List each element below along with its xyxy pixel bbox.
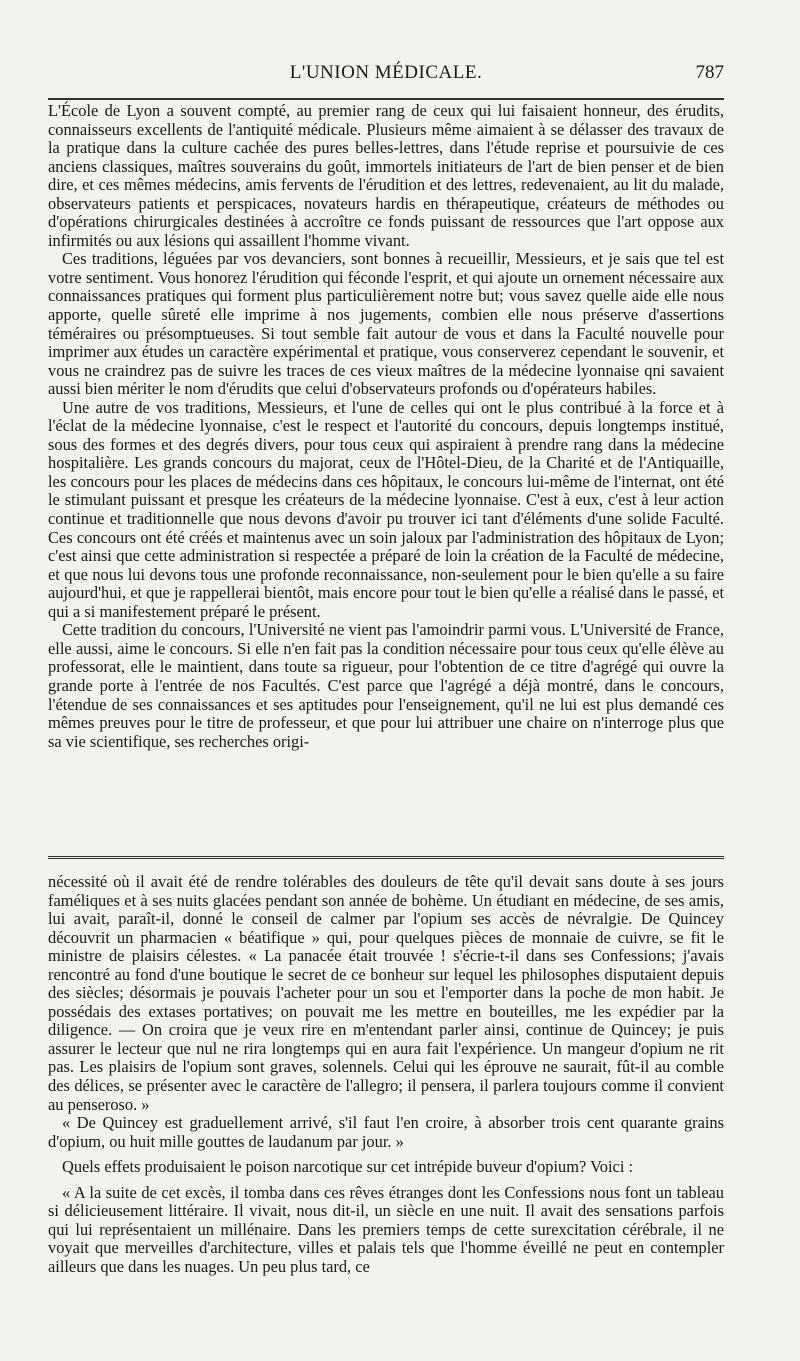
article-paragraph: Une autre de vos traditions, Messieurs, et l'une de celles qui ont le plus contribué à la force et à l'éclat de la médecine lyonnaise, c'est le respect et l'autorité du concours, depuis longtemps institué, sous des formes et des degrés divers, pour tous ceux qui aspiraient à prendre rang dans la médecine hospitalière. Les grands concours du majorat, ceux de l'Hôtel-Dieu, de la Charité et de l'Antiquaille, les concours pour les places de médecins dans ces hôpitaux, le concours lui-même de l'internat, ont été le stimulant puissant et presque les créateurs de la médecine lyonnaise. C'est à eux, c'est à leur action continue et traditionnelle que nous devons d'avoir pu trouver ici tant d'éléments d'une solide Faculté. Ces concours ont été créés et maintenus avec un soin jaloux par l'administration des hôpitaux de Lyon; c'est ainsi que cette administration si respectée a préparé de loin la création de la Faculté de médecine, et que nous lui devons tous une profonde reconnaissance, non-seulement pour le bien qu'elle a su faire aujourd'hui, et que je rappellerai bientôt, mais encore pour tout le bien qu'elle a réalisé dans le passé, et qui a si manifestement préparé le présent. (48, 397, 724, 621)
feuilleton-paragraph: « A la suite de cet excès, il tomba dans ces rêves étranges dont les Confessions nous font un tableau si délicieusement littéraire. Il vivait, nous dit-il, un siècle en une nuit. Il avait des sensations parfois qui lui représentaient un millénaire. Dans les premiers temps de cette surexcitation cérébrale, il ne voyait que merveilles d'architecture, villes et palais tels que l'homme éveillé ne peut en contempler ailleurs que dans les nuages. Un peu plus tard, ce (48, 1182, 724, 1276)
feuilleton-separator (48, 856, 724, 859)
article-paragraph: Ces traditions, léguées par vos devanciers, sont bonnes à recueillir, Messieurs, et je sais que tel est votre sentiment. Vous honorez l'érudition qui féconde l'esprit, et qui ajoute un ornement nécessaire aux connaissances pratiques qui forment plus particulièrement notre but; vous savez quelle aide elle nous apporte, quelle sûreté elle imprime à nos jugements, combien elle nous préserve d'assertions téméraires ou présomptueuses. Si tout semble fait autour de vous et dans la Faculté nouvelle pour imprimer aux études un caractère expérimental et pratique, vous conserverez cependant le souvenir, et vous ne craindrez pas de suivre les traces de ces vieux maîtres de la médecine lyonnaise qni savaient aussi bien mériter le nom d'érudits que celui d'observateurs profonds ou d'opérateurs habiles. (48, 249, 724, 399)
article-paragraph: L'École de Lyon a souvent compté, au premier rang de ceux qui lui faisaient honneur, des érudits, connaisseurs excellents de l'antiquité médicale. Plusieurs même aimaient à se délasser des travaux de la pratique dans la culture cachée des pures belles-lettres, dans l'étude reprise et poursuivie de ces anciens classiques, maîtres souverains du goût, immortels initiateurs de l'art de bien penser et de bien dire, et ces mêmes médecins, amis fervents de l'érudition et des lettres, redevenaient, au lit du malade, observateurs patients et perspicaces, novateurs hardis en thérapeutique, créateurs de méthodes ou d'opérations chirurgicales destinées à accroître ce fonds puissant de ressources que l'art oppose aux infirmités ou aux lésions qui assaillent l'homme vivant. (48, 101, 724, 250)
header-rule (48, 98, 724, 100)
running-title: L'UNION MÉDICALE. (289, 62, 483, 83)
page-header (48, 62, 724, 90)
article-paragraph: Cette tradition du concours, l'Université ne vient pas l'amoindrir parmi vous. L'Université de France, elle aussi, aime le concours. Si elle n'en fait pas la condition nécessaire pour tous ceux qu'elle élève au professorat, elle le maintient, dans toute sa rigueur, pour l'obtention de ce titre d'agrégé qui ouvre la grande porte à l'entrée de nos Facultés. C'est parce que l'agrégé a déjà montré, dans le concours, l'étendue de ses connaissances et ses aptitudes pour l'enseignement, qu'il ne lui est plus demandé ces mêmes preuves pour le titre de professeur, et que pour lui attribuer une chaire on n'interroge plus que sa vie scientifique, ses recherches origi- (48, 620, 724, 751)
feuilleton-section (48, 873, 724, 1276)
main-article (48, 102, 724, 751)
page-number: 787 (695, 62, 724, 83)
feuilleton-paragraph: Quels effets produisaient le poison narcotique sur cet intrépide buveur d'opium? Voici : (62, 1157, 634, 1177)
feuilleton-paragraph: nécessité où il avait été de rendre tolérables des douleurs de tête qu'il devait sans doute à ses jours faméliques et à ses nuits glacées pendant son année de bohème. Un étudiant en médecine, de ses amis, lui avait, paraît-il, donné le conseil de calmer par l'opium ses accès de névralgie. De Quincey découvrit un pharmacien « béatifique » qui, pour quelques pièces de monnaie de cuivre, se fit le ministre de plaisirs célestes. « La panacée était trouvée ! s'écrie-t-il dans ses Confessions; j'avais rencontré au fond d'une boutique le secret de ce bonheur sur lequel les philosophes disputaient depuis des siècles; désormais je pouvais l'acheter pour un sou et l'emporter dans la poche de mon habit. Je possédais des extases portatives; on pouvait me les mettre en bouteilles, me les expédier par la diligence. — On croira que je veux rire en m'entendant parler ainsi, continue de Quincey; je puis assurer le lecteur que nul ne rira longtemps qui en aura fait l'expérience. Un mangeur d'opium ne rit pas. Les plaisirs de l'opium sont graves, solennels. Celui qui les éprouve ne saurait, fût-il au comble des délices, se présenter avec le caractère de l'allegro; il pensera, il parlera toujours comme il convient au penseroso. » (48, 872, 724, 1114)
feuilleton-paragraph: « De Quincey est graduellement arrivé, s'il faut l'en croire, à absorber trois cent quarante grains d'opium, ou huit mille gouttes de laudanum par jour. » (48, 1113, 724, 1151)
